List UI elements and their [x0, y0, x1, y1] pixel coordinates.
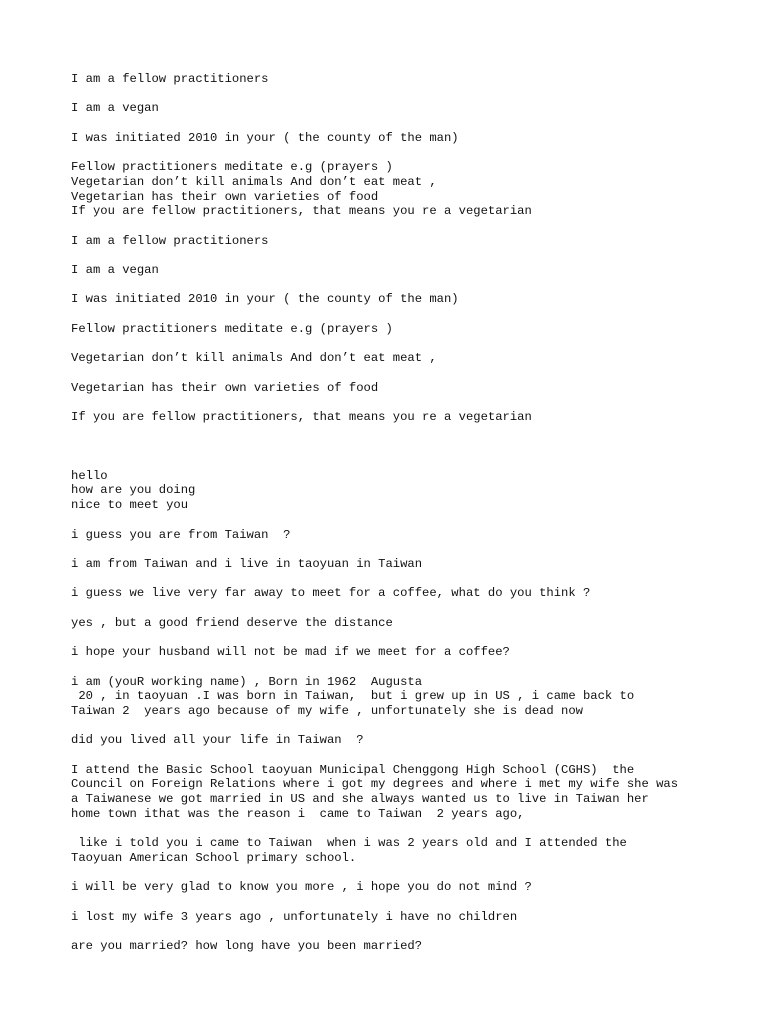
text-line: how are you doing — [71, 483, 196, 498]
paragraph — [71, 234, 751, 249]
text-line: I am a vegan — [71, 263, 159, 278]
text-line: i guess you are from Taiwan ? — [71, 527, 291, 542]
text-line: Fellow practitioners meditate e.g (prayers ) — [71, 160, 393, 175]
paragraph — [71, 939, 751, 954]
paragraph — [71, 322, 751, 337]
text-line: Vegetarian has their own varieties of food — [71, 380, 379, 395]
text-line: If you are fellow practitioners, that means you re a vegetarian — [71, 410, 532, 425]
paragraph — [71, 763, 751, 822]
paragraph — [71, 131, 751, 146]
text-line: If you are fellow practitioners, that means you re a vegetarian — [71, 204, 532, 219]
paragraph — [71, 616, 751, 631]
paragraph — [71, 586, 751, 601]
paragraph — [71, 910, 751, 925]
text-line — [71, 439, 751, 454]
paragraph — [71, 645, 751, 660]
text-line: are you married? how long have you been married? — [71, 939, 423, 954]
text-line: I was initiated 2010 in your ( the county of the man) — [71, 292, 459, 307]
paragraph — [71, 72, 751, 87]
text-line: nice to meet you — [71, 498, 189, 513]
text-line: Taiwan 2 years ago because of my wife , unfortunately she is dead now — [71, 703, 583, 718]
paragraph — [71, 557, 751, 572]
text-line: Council on Foreign Relations where i got my degrees and where i met my wife she was — [71, 777, 679, 792]
text-line: a Taiwanese we got married in US and she always wanted us to live in Taiwan her — [71, 792, 649, 807]
text-line: Taoyuan American School primary school. — [71, 850, 357, 865]
paragraph — [71, 528, 751, 543]
text-line: i lost my wife 3 years ago , unfortunately i have no children — [71, 909, 518, 924]
text-line: home town ithat was the reason i came to Taiwan 2 years ago, — [71, 806, 525, 821]
paragraph — [71, 836, 751, 865]
paragraph — [71, 880, 751, 895]
text-line: yes , but a good friend deserve the distance — [71, 615, 393, 630]
text-line: like i told you i came to Taiwan when i was 2 years old and I attended the — [71, 836, 627, 851]
text-line: did you lived all your life in Taiwan ? — [71, 733, 364, 748]
text-line: I am a fellow practitioners — [71, 233, 269, 248]
text-line: 20 , in taoyuan .I was born in Taiwan, but i grew up in US , i came back to — [71, 689, 635, 704]
text-line: i am (youR working name) , Born in 1962 Augusta — [71, 674, 423, 689]
text-line: I was initiated 2010 in your ( the county of the man) — [71, 130, 459, 145]
paragraph — [71, 410, 751, 425]
document-page — [71, 72, 751, 968]
paragraph — [71, 439, 751, 454]
text-line: Vegetarian has their own varieties of food — [71, 189, 379, 204]
paragraph — [71, 351, 751, 366]
paragraph — [71, 381, 751, 396]
paragraph — [71, 292, 751, 307]
paragraph — [71, 160, 751, 219]
text-line: Fellow practitioners meditate e.g (prayers ) — [71, 321, 393, 336]
text-line: i hope your husband will not be mad if we meet for a coffee? — [71, 645, 510, 660]
text-line: I am a vegan — [71, 101, 159, 116]
paragraph — [71, 101, 751, 116]
paragraph — [71, 469, 751, 513]
paragraph — [71, 675, 751, 719]
text-line: i guess we live very far away to meet for a coffee, what do you think ? — [71, 586, 591, 601]
text-line: hello — [71, 468, 108, 483]
text-line: Vegetarian don’t kill animals And don’t eat meat , — [71, 174, 437, 189]
text-line: i will be very glad to know you more , i hope you do not mind ? — [71, 880, 532, 895]
text-line: i am from Taiwan and i live in taoyuan in Taiwan — [71, 556, 423, 571]
text-line: I am a fellow practitioners — [71, 72, 269, 86]
text-line: Vegetarian don’t kill animals And don’t eat meat , — [71, 351, 437, 366]
paragraph — [71, 733, 751, 748]
text-line: I attend the Basic School taoyuan Municipal Chenggong High School (CGHS) the — [71, 762, 635, 777]
paragraph — [71, 263, 751, 278]
